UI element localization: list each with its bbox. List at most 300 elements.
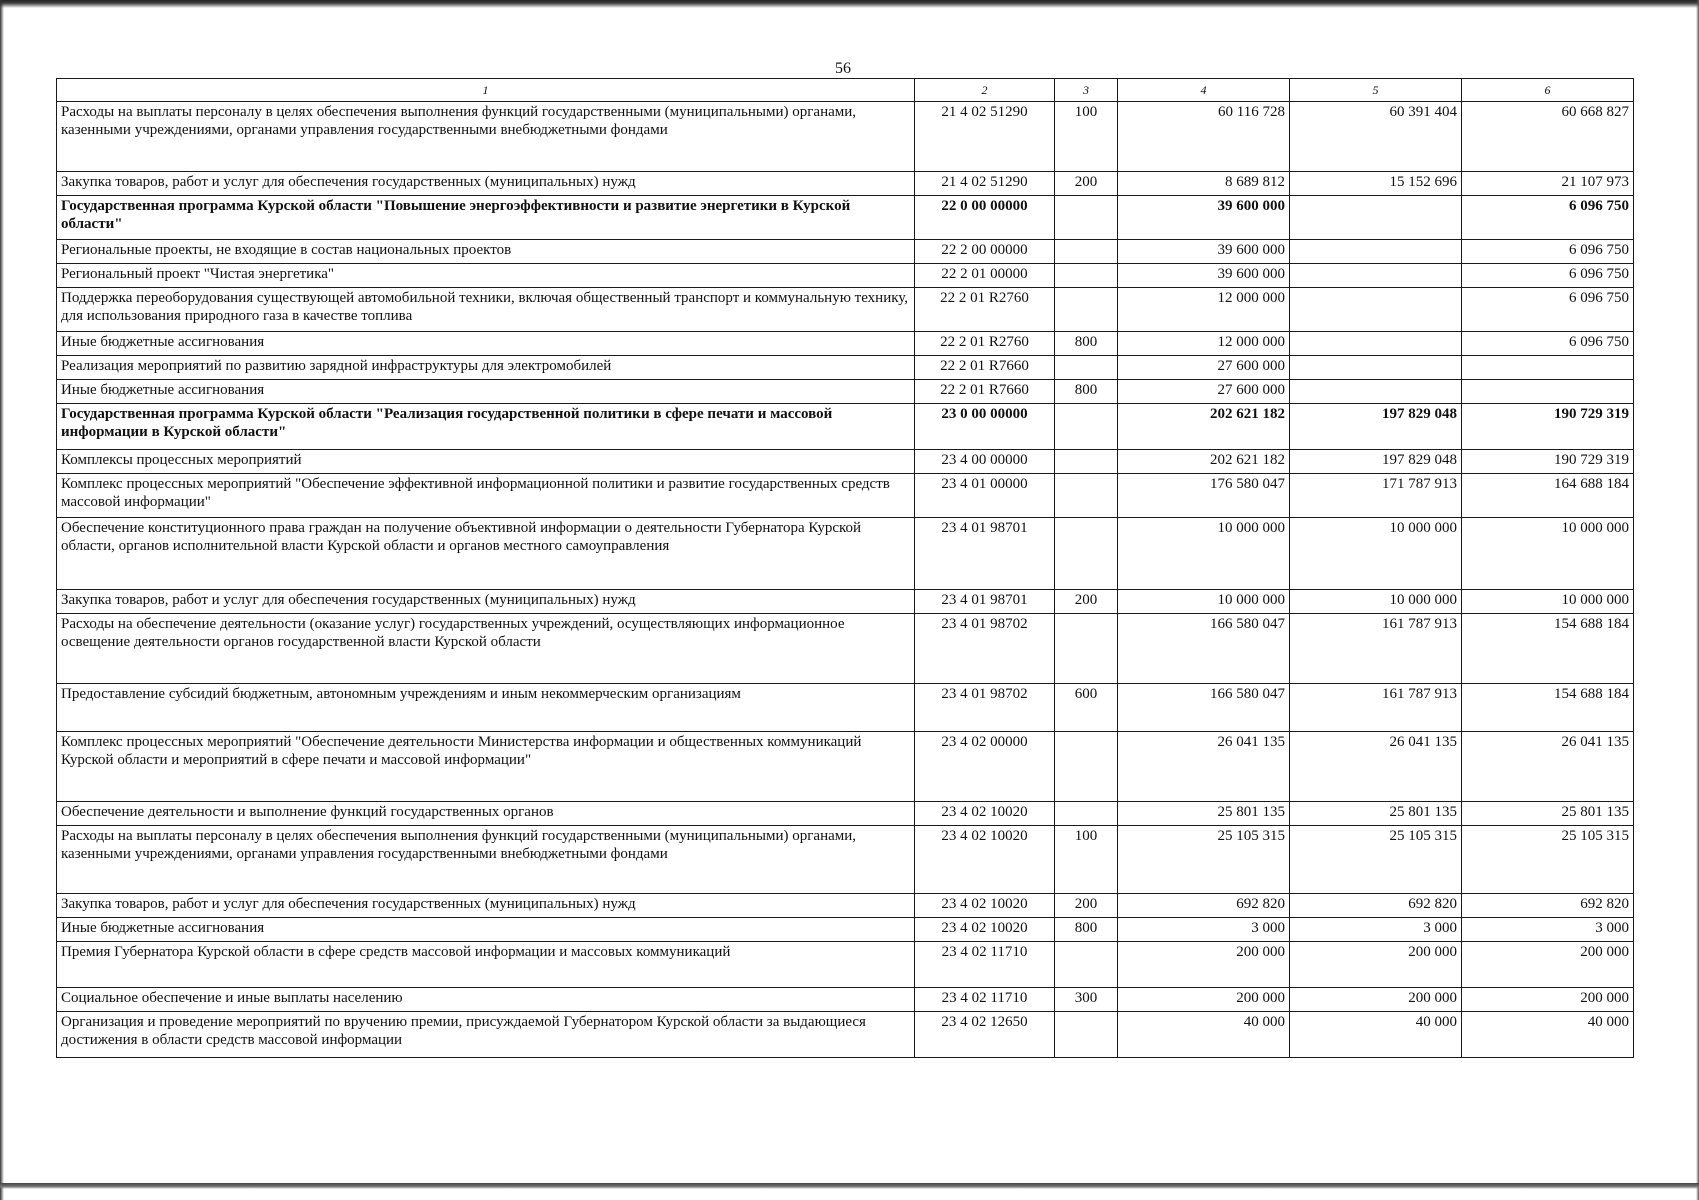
row-name — [57, 264, 915, 288]
row-expense-type — [1055, 172, 1118, 196]
row-value-col4-text: 10 000 000 — [1217, 592, 1285, 608]
row-name — [57, 450, 915, 474]
row-name-text: Комплекс процессных мероприятий "Обеспечение эффективной информационной политики и развитие государственных средств массовой информации" — [61, 476, 890, 510]
row-value-col5-text: 10 000 000 — [1389, 520, 1457, 536]
row-value-col5 — [1290, 404, 1462, 450]
table-row — [57, 590, 1634, 614]
row-value-col6-text: 6 096 750 — [1569, 290, 1629, 306]
row-value-col5 — [1290, 518, 1462, 590]
row-value-col4-text: 3 000 — [1251, 920, 1285, 936]
row-value-col5-text: 60 391 404 — [1389, 104, 1457, 120]
row-value-col6 — [1462, 590, 1634, 614]
table-row — [57, 172, 1634, 196]
row-code — [915, 264, 1055, 288]
row-value-col5-text: 25 801 135 — [1389, 804, 1457, 820]
row-expense-type-text: 300 — [1074, 990, 1098, 1006]
row-name-text: Региональные проекты, не входящие в состав национальных проектов — [61, 242, 512, 258]
row-code-text: 23 4 01 98702 — [941, 616, 1028, 632]
row-code-text: 22 2 00 00000 — [941, 242, 1028, 258]
row-value-col4 — [1118, 1012, 1290, 1058]
row-expense-type-text: 800 — [1074, 382, 1098, 398]
row-value-col4 — [1118, 474, 1290, 518]
row-name-text: Поддержка переоборудования существующей автомобильной техники, включая общественный транспорт и коммунальную технику, для использования природного газа в качестве топлива — [61, 290, 909, 324]
row-value-col6 — [1462, 614, 1634, 684]
row-value-col5 — [1290, 1012, 1462, 1058]
row-name-text: Расходы на обеспечение деятельности (оказание услуг) государственных учреждений, осуществляющих информационное освещение деятельности органов государственной власти Курской области — [61, 616, 845, 650]
row-expense-type — [1055, 894, 1118, 918]
row-expense-type — [1055, 474, 1118, 518]
row-value-col4 — [1118, 404, 1290, 450]
row-code — [915, 172, 1055, 196]
scan-edge-bottom — [0, 1183, 1699, 1189]
row-code-text: 23 4 01 98701 — [941, 520, 1028, 536]
row-code-text: 23 4 01 00000 — [941, 476, 1028, 492]
row-value-col6-text: 200 000 — [1580, 990, 1629, 1006]
row-value-col4 — [1118, 614, 1290, 684]
row-value-col6 — [1462, 404, 1634, 450]
row-expense-type-text: 200 — [1074, 592, 1098, 608]
row-value-col5 — [1290, 172, 1462, 196]
row-value-col5-text: 197 829 048 — [1382, 406, 1457, 422]
row-value-col5-text: 197 829 048 — [1382, 452, 1457, 468]
row-value-col6-text: 6 096 750 — [1569, 242, 1629, 258]
row-name-text: Региональный проект "Чистая энергетика" — [61, 266, 335, 282]
row-value-col6 — [1462, 380, 1634, 404]
row-name-text: Государственная программа Курской области "Реализация государственной политики в сфере печати и массовой информации в Курской области" — [61, 406, 833, 440]
row-code — [915, 988, 1055, 1012]
row-code-text: 23 4 02 10020 — [941, 920, 1028, 936]
table-row — [57, 732, 1634, 802]
row-value-col5 — [1290, 988, 1462, 1012]
row-value-col6 — [1462, 684, 1634, 732]
table-row — [57, 826, 1634, 894]
row-code-text: 23 4 02 00000 — [941, 734, 1028, 750]
row-value-col5 — [1290, 450, 1462, 474]
row-code — [915, 826, 1055, 894]
row-value-col5-text: 161 787 913 — [1382, 686, 1457, 702]
row-value-col5-text: 200 000 — [1408, 944, 1457, 960]
row-code-text: 21 4 02 51290 — [941, 174, 1028, 190]
row-code-text: 22 2 01 R7660 — [940, 382, 1029, 398]
row-value-col6 — [1462, 802, 1634, 826]
row-value-col5 — [1290, 332, 1462, 356]
row-value-col5 — [1290, 380, 1462, 404]
row-value-col4 — [1118, 102, 1290, 172]
row-code — [915, 894, 1055, 918]
row-name — [57, 1012, 915, 1058]
row-code-text: 23 4 02 12650 — [941, 1014, 1028, 1030]
row-value-col5 — [1290, 802, 1462, 826]
row-value-col5-text: 3 000 — [1423, 920, 1457, 936]
row-expense-type-text: 100 — [1074, 104, 1098, 120]
row-code — [915, 332, 1055, 356]
table-row — [57, 450, 1634, 474]
row-value-col5 — [1290, 684, 1462, 732]
row-value-col4 — [1118, 802, 1290, 826]
row-code — [915, 102, 1055, 172]
row-value-col5 — [1290, 196, 1462, 240]
row-value-col6 — [1462, 894, 1634, 918]
row-name-text: Обеспечение конституционного права граждан на получение объективной информации о деятельности Губернатора Курской области, органов исполнительной власти Курской области и органов местного самоуправления — [61, 520, 862, 554]
row-name — [57, 172, 915, 196]
table-header-row — [57, 79, 1634, 102]
table-row — [57, 684, 1634, 732]
row-name-text: Закупка товаров, работ и услуг для обеспечения государственных (муниципальных) нужд — [61, 174, 636, 190]
row-expense-type — [1055, 240, 1118, 264]
row-expense-type — [1055, 590, 1118, 614]
row-value-col5 — [1290, 102, 1462, 172]
row-value-col6-text: 154 688 184 — [1554, 686, 1629, 702]
row-name — [57, 404, 915, 450]
row-value-col4 — [1118, 196, 1290, 240]
row-code-text: 23 4 02 10020 — [941, 804, 1028, 820]
row-value-col6-text: 200 000 — [1580, 944, 1629, 960]
row-code — [915, 518, 1055, 590]
row-code-text: 23 4 00 00000 — [941, 452, 1028, 468]
table-row — [57, 380, 1634, 404]
row-expense-type-text: 200 — [1074, 896, 1098, 912]
row-value-col4-text: 12 000 000 — [1217, 290, 1285, 306]
row-value-col6 — [1462, 288, 1634, 332]
table-row — [57, 988, 1634, 1012]
header-col-6: 6 — [1462, 79, 1634, 102]
row-value-col4-text: 202 621 182 — [1210, 452, 1285, 468]
row-expense-type-text: 800 — [1074, 334, 1098, 350]
row-value-col4-text: 27 600 000 — [1217, 358, 1285, 374]
row-value-col4 — [1118, 590, 1290, 614]
row-code-text: 23 4 02 11710 — [941, 990, 1028, 1006]
row-expense-type — [1055, 684, 1118, 732]
row-code-text: 22 0 00 00000 — [941, 198, 1028, 214]
row-name-text: Иные бюджетные ассигнования — [61, 382, 265, 398]
row-value-col5 — [1290, 240, 1462, 264]
row-value-col4-text: 176 580 047 — [1210, 476, 1285, 492]
row-value-col6 — [1462, 518, 1634, 590]
row-value-col5-text: 200 000 — [1408, 990, 1457, 1006]
row-name-text: Государственная программа Курской области "Повышение энергоэффективности и развитие энергетики в Курской области" — [61, 198, 851, 232]
row-value-col4-text: 200 000 — [1236, 944, 1285, 960]
table-row — [57, 942, 1634, 988]
row-value-col6-text: 190 729 319 — [1554, 452, 1629, 468]
row-value-col6 — [1462, 1012, 1634, 1058]
row-code — [915, 732, 1055, 802]
row-expense-type — [1055, 264, 1118, 288]
row-value-col4 — [1118, 264, 1290, 288]
row-value-col5 — [1290, 264, 1462, 288]
row-name — [57, 942, 915, 988]
row-name-text: Премия Губернатора Курской области в сфере средств массовой информации и массовых коммуникаций — [61, 944, 731, 960]
row-code — [915, 240, 1055, 264]
row-value-col5 — [1290, 894, 1462, 918]
row-value-col4-text: 200 000 — [1236, 990, 1285, 1006]
row-code — [915, 380, 1055, 404]
row-value-col6 — [1462, 172, 1634, 196]
row-value-col4 — [1118, 684, 1290, 732]
table-row — [57, 894, 1634, 918]
row-value-col5-text: 161 787 913 — [1382, 616, 1457, 632]
table-row — [57, 518, 1634, 590]
row-value-col4-text: 25 801 135 — [1217, 804, 1285, 820]
row-name-text: Комплекс процессных мероприятий "Обеспечение деятельности Министерства информации и общественных коммуникаций Курской области и мероприятий в сфере печати и массовой информации" — [61, 734, 862, 768]
row-name — [57, 826, 915, 894]
row-value-col6-text: 60 668 827 — [1561, 104, 1629, 120]
header-col-2: 2 — [915, 79, 1055, 102]
row-code-text: 23 0 00 00000 — [941, 406, 1028, 422]
row-code — [915, 590, 1055, 614]
row-value-col6 — [1462, 196, 1634, 240]
row-name — [57, 590, 915, 614]
header-col-1: 1 — [57, 79, 915, 102]
row-name-text: Расходы на выплаты персоналу в целях обеспечения выполнения функций государственными (муниципальными) органами, казенными учреждениями, органами управления государственными внебюджетными фондами — [61, 104, 857, 138]
row-code-text: 22 2 01 R7660 — [940, 358, 1029, 374]
row-value-col4-text: 25 105 315 — [1217, 828, 1285, 844]
row-name-text: Предоставление субсидий бюджетным, автономным учреждениям и иным некоммерческим организациям — [61, 686, 741, 702]
row-expense-type-text: 100 — [1074, 828, 1098, 844]
table-row — [57, 102, 1634, 172]
row-value-col6 — [1462, 356, 1634, 380]
row-value-col4-text: 39 600 000 — [1217, 198, 1285, 214]
table-row — [57, 614, 1634, 684]
row-expense-type — [1055, 404, 1118, 450]
row-value-col4-text: 166 580 047 — [1210, 686, 1285, 702]
row-code — [915, 450, 1055, 474]
row-name-text: Комплексы процессных мероприятий — [61, 452, 302, 468]
row-expense-type-text: 200 — [1074, 174, 1098, 190]
row-value-col6-text: 3 000 — [1595, 920, 1629, 936]
row-value-col4 — [1118, 332, 1290, 356]
row-value-col4-text: 12 000 000 — [1217, 334, 1285, 350]
row-value-col4-text: 202 621 182 — [1210, 406, 1285, 422]
row-value-col4-text: 166 580 047 — [1210, 616, 1285, 632]
row-name — [57, 332, 915, 356]
row-code — [915, 474, 1055, 518]
row-value-col4-text: 39 600 000 — [1217, 266, 1285, 282]
row-value-col5-text: 10 000 000 — [1389, 592, 1457, 608]
row-code — [915, 1012, 1055, 1058]
row-expense-type — [1055, 288, 1118, 332]
budget-table-body — [57, 79, 1634, 1058]
row-value-col4 — [1118, 732, 1290, 802]
row-value-col5-text: 692 820 — [1408, 896, 1457, 912]
row-name — [57, 894, 915, 918]
row-value-col6-text: 40 000 — [1587, 1014, 1629, 1030]
row-value-col4-text: 692 820 — [1236, 896, 1285, 912]
table-row — [57, 196, 1634, 240]
row-code — [915, 196, 1055, 240]
row-code — [915, 288, 1055, 332]
row-code — [915, 942, 1055, 988]
budget-table — [56, 78, 1634, 1058]
row-code-text: 21 4 02 51290 — [941, 104, 1028, 120]
row-value-col4 — [1118, 240, 1290, 264]
row-value-col6-text: 190 729 319 — [1554, 406, 1629, 422]
row-name — [57, 356, 915, 380]
row-value-col5 — [1290, 474, 1462, 518]
row-name — [57, 102, 915, 172]
row-value-col4 — [1118, 450, 1290, 474]
row-value-col4 — [1118, 918, 1290, 942]
row-code-text: 23 4 02 11710 — [941, 944, 1028, 960]
row-code-text: 23 4 02 10020 — [941, 828, 1028, 844]
row-value-col4 — [1118, 288, 1290, 332]
table-row — [57, 474, 1634, 518]
row-name — [57, 196, 915, 240]
row-code-text: 22 2 01 R2760 — [940, 334, 1029, 350]
row-value-col5 — [1290, 826, 1462, 894]
row-value-col4 — [1118, 988, 1290, 1012]
table-row — [57, 264, 1634, 288]
row-value-col6-text: 25 105 315 — [1561, 828, 1629, 844]
row-code-text: 23 4 01 98701 — [941, 592, 1028, 608]
row-code — [915, 614, 1055, 684]
row-name — [57, 802, 915, 826]
table-row — [57, 288, 1634, 332]
row-value-col6-text: 154 688 184 — [1554, 616, 1629, 632]
row-value-col5-text: 15 152 696 — [1389, 174, 1457, 190]
row-expense-type — [1055, 826, 1118, 894]
row-value-col6 — [1462, 332, 1634, 356]
row-name-text: Закупка товаров, работ и услуг для обеспечения государственных (муниципальных) нужд — [61, 592, 636, 608]
row-value-col5 — [1290, 942, 1462, 988]
row-expense-type — [1055, 614, 1118, 684]
row-value-col4-text: 10 000 000 — [1217, 520, 1285, 536]
table-row — [57, 404, 1634, 450]
row-value-col4 — [1118, 518, 1290, 590]
row-value-col6 — [1462, 264, 1634, 288]
scan-edge-top — [0, 0, 1699, 8]
header-col-4: 4 — [1118, 79, 1290, 102]
row-name — [57, 288, 915, 332]
row-expense-type — [1055, 332, 1118, 356]
row-value-col4 — [1118, 380, 1290, 404]
row-value-col6 — [1462, 988, 1634, 1012]
row-value-col5 — [1290, 356, 1462, 380]
row-code — [915, 684, 1055, 732]
row-value-col6-text: 10 000 000 — [1561, 592, 1629, 608]
row-value-col6 — [1462, 942, 1634, 988]
row-value-col6 — [1462, 240, 1634, 264]
row-name-text: Иные бюджетные ассигнования — [61, 334, 265, 350]
row-code-text: 23 4 02 10020 — [941, 896, 1028, 912]
row-expense-type-text: 600 — [1074, 686, 1098, 702]
table-row — [57, 356, 1634, 380]
row-name — [57, 474, 915, 518]
row-value-col6 — [1462, 450, 1634, 474]
row-name-text: Социальное обеспечение и иные выплаты населению — [61, 990, 403, 1006]
row-expense-type — [1055, 802, 1118, 826]
row-name-text: Реализация мероприятий по развитию зарядной инфраструктуры для электромобилей — [61, 358, 612, 374]
scan-edge-left — [0, 0, 4, 1200]
row-code-text: 23 4 01 98702 — [941, 686, 1028, 702]
row-code — [915, 802, 1055, 826]
row-name — [57, 614, 915, 684]
row-value-col5-text: 25 105 315 — [1389, 828, 1457, 844]
row-value-col5 — [1290, 614, 1462, 684]
row-code — [915, 404, 1055, 450]
row-value-col6-text: 10 000 000 — [1561, 520, 1629, 536]
row-value-col5-text: 171 787 913 — [1382, 476, 1457, 492]
table-row — [57, 332, 1634, 356]
row-value-col4 — [1118, 894, 1290, 918]
row-value-col5-text: 26 041 135 — [1389, 734, 1457, 750]
row-value-col6 — [1462, 918, 1634, 942]
row-expense-type — [1055, 518, 1118, 590]
row-value-col4 — [1118, 826, 1290, 894]
row-code-text: 22 2 01 R2760 — [940, 290, 1029, 306]
table-row — [57, 918, 1634, 942]
row-name — [57, 240, 915, 264]
row-expense-type — [1055, 732, 1118, 802]
table-row — [57, 802, 1634, 826]
row-value-col4-text: 60 116 728 — [1218, 104, 1285, 120]
row-value-col6 — [1462, 826, 1634, 894]
table-row — [57, 240, 1634, 264]
row-value-col6-text: 6 096 750 — [1569, 266, 1629, 282]
table-row — [57, 1012, 1634, 1058]
row-expense-type — [1055, 356, 1118, 380]
row-name — [57, 732, 915, 802]
row-name-text: Иные бюджетные ассигнования — [61, 920, 265, 936]
row-name-text: Закупка товаров, работ и услуг для обеспечения государственных (муниципальных) нужд — [61, 896, 636, 912]
row-expense-type — [1055, 918, 1118, 942]
row-value-col6-text: 164 688 184 — [1554, 476, 1629, 492]
row-value-col6-text: 21 107 973 — [1561, 174, 1629, 190]
row-value-col6 — [1462, 474, 1634, 518]
page-number: 56 — [835, 60, 851, 77]
row-value-col6-text: 6 096 750 — [1569, 198, 1629, 214]
row-name-text: Расходы на выплаты персоналу в целях обеспечения выполнения функций государственными (муниципальными) органами, казенными учреждениями, органами управления государственными внебюджетными фондами — [61, 828, 857, 862]
row-code — [915, 356, 1055, 380]
row-expense-type — [1055, 988, 1118, 1012]
row-value-col4-text: 39 600 000 — [1217, 242, 1285, 258]
row-expense-type — [1055, 196, 1118, 240]
row-value-col4-text: 26 041 135 — [1217, 734, 1285, 750]
row-expense-type — [1055, 102, 1118, 172]
header-col-5: 5 — [1290, 79, 1462, 102]
row-value-col5 — [1290, 590, 1462, 614]
row-value-col4 — [1118, 172, 1290, 196]
row-value-col6 — [1462, 732, 1634, 802]
row-expense-type — [1055, 1012, 1118, 1058]
row-value-col6-text: 6 096 750 — [1569, 334, 1629, 350]
row-code-text: 22 2 01 00000 — [941, 266, 1028, 282]
row-code — [915, 918, 1055, 942]
row-name — [57, 988, 915, 1012]
row-value-col4-text: 27 600 000 — [1217, 382, 1285, 398]
row-name — [57, 918, 915, 942]
row-name — [57, 380, 915, 404]
header-col-3: 3 — [1055, 79, 1118, 102]
row-expense-type-text: 800 — [1074, 920, 1098, 936]
row-value-col6-text: 25 801 135 — [1561, 804, 1629, 820]
row-value-col4 — [1118, 356, 1290, 380]
row-value-col4 — [1118, 942, 1290, 988]
row-value-col6 — [1462, 102, 1634, 172]
row-expense-type — [1055, 380, 1118, 404]
row-expense-type — [1055, 450, 1118, 474]
row-value-col5 — [1290, 732, 1462, 802]
row-name-text: Обеспечение деятельности и выполнение функций государственных органов — [61, 804, 554, 820]
row-name — [57, 518, 915, 590]
row-value-col5 — [1290, 288, 1462, 332]
row-name-text: Организация и проведение мероприятий по вручению премии, присуждаемой Губернатором Курской области за выдающиеся достижения в области средств массовой информации — [61, 1014, 866, 1048]
row-expense-type — [1055, 942, 1118, 988]
row-value-col6-text: 692 820 — [1580, 896, 1629, 912]
row-value-col4-text: 40 000 — [1243, 1014, 1285, 1030]
row-value-col4-text: 8 689 812 — [1225, 174, 1285, 190]
row-value-col5-text: 40 000 — [1415, 1014, 1457, 1030]
row-value-col6-text: 26 041 135 — [1561, 734, 1629, 750]
